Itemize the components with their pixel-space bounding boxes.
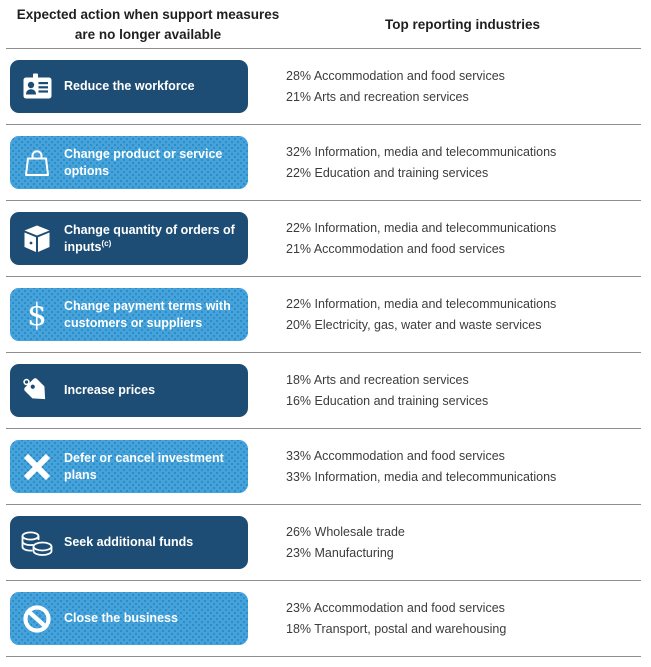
figure-header — [6, 5, 641, 49]
industry-pct: 33% — [286, 448, 312, 463]
svg-text:$: $ — [27, 297, 47, 332]
right-column-title: Top reporting industries — [385, 16, 540, 32]
action-row-close-business — [6, 581, 641, 657]
price-tag-icon — [10, 375, 64, 407]
industry-name: Information, media and telecommunications — [314, 469, 557, 484]
industry-line — [286, 598, 506, 619]
action-row-reduce-workforce — [6, 49, 641, 125]
action-label: Change payment terms with customers or suppliers — [64, 299, 231, 330]
industry-name: Transport, postal and warehousing — [314, 621, 507, 636]
action-row-change-payment-terms — [6, 277, 641, 353]
industries-list — [286, 294, 556, 336]
industry-name: Wholesale trade — [314, 524, 405, 539]
action-label: Defer or cancel investment plans — [64, 451, 224, 482]
industry-line — [286, 467, 556, 488]
industry-name: Accommodation and food services — [313, 600, 505, 615]
industries-list — [286, 446, 556, 488]
action-badge-close-business — [10, 592, 248, 645]
cross-icon — [10, 452, 64, 482]
industry-pct: 22% — [286, 220, 312, 235]
action-label: Change quantity of orders of inputs$^{(c)}$ — [64, 223, 235, 254]
industry-pct: 23% — [286, 545, 312, 560]
package-box-icon — [10, 224, 64, 254]
action-label: Seek additional funds — [64, 535, 194, 550]
industries-list — [286, 66, 505, 108]
industry-name: Education and training services — [314, 165, 489, 180]
industries-list — [286, 370, 488, 412]
industries-list — [286, 598, 506, 640]
action-badge-increase-prices — [10, 364, 248, 417]
action-badge-change-product — [10, 136, 248, 189]
industry-line — [286, 163, 556, 184]
action-badge-defer-investment — [10, 440, 248, 493]
industry-pct: 18% — [286, 372, 312, 387]
industry-name: Accommodation and food services — [313, 241, 505, 256]
shopping-bag-icon — [10, 148, 64, 178]
action-row-defer-investment — [6, 429, 641, 505]
industry-pct: 20% — [286, 317, 312, 332]
action-label: Increase prices — [64, 383, 156, 398]
industry-pct: 21% — [286, 89, 312, 104]
industry-line — [286, 142, 556, 163]
action-label: Change product or service options — [64, 147, 223, 178]
industry-name: Arts and recreation services — [313, 372, 469, 387]
industry-line — [286, 370, 488, 391]
industry-pct: 26% — [286, 524, 312, 539]
industries-list — [286, 142, 556, 184]
industry-pct: 21% — [286, 241, 312, 256]
industry-name: Information, media and telecommunications — [314, 220, 557, 235]
industry-line — [286, 543, 405, 564]
action-row-change-product — [6, 125, 641, 201]
industry-pct: 28% — [286, 68, 312, 83]
industry-line — [286, 315, 556, 336]
industry-name: Arts and recreation services — [313, 89, 469, 104]
action-badge-seek-funds — [10, 516, 248, 569]
industry-line — [286, 239, 556, 260]
action-badge-reduce-workforce — [10, 60, 248, 113]
action-row-increase-prices — [6, 353, 641, 429]
industry-line — [286, 218, 556, 239]
industry-name: Accommodation and food services — [313, 448, 505, 463]
industry-pct: 22% — [286, 165, 312, 180]
action-label: Close the business — [64, 611, 178, 626]
industry-name: Accommodation and food services — [313, 68, 505, 83]
industries-list — [286, 218, 556, 260]
industry-line — [286, 66, 505, 87]
industry-line — [286, 294, 556, 315]
action-badge-change-payment-terms — [10, 288, 248, 341]
industry-pct: 33% — [286, 469, 312, 484]
industry-name: Information, media and telecommunications — [314, 144, 557, 159]
left-column-title: Expected action when support measures are no longer available — [16, 7, 280, 42]
industry-pct: 23% — [286, 600, 312, 615]
industry-name: Education and training services — [314, 393, 489, 408]
industry-name: Electricity, gas, water and waste services — [314, 317, 542, 332]
industry-pct: 18% — [286, 621, 312, 636]
action-row-change-orders — [6, 201, 641, 277]
industry-line — [286, 619, 506, 640]
action-badge-change-orders — [10, 212, 248, 265]
industry-line — [286, 522, 405, 543]
id-card-icon — [10, 72, 64, 102]
action-row-seek-funds — [6, 505, 641, 581]
industry-name: Information, media and telecommunications — [314, 296, 557, 311]
action-label: Reduce the workforce — [64, 79, 195, 94]
industry-pct: 22% — [286, 296, 312, 311]
industry-line — [286, 391, 488, 412]
industries-list — [286, 522, 405, 564]
dollar-icon — [10, 298, 64, 332]
figure-content — [6, 5, 641, 657]
industry-pct: 16% — [286, 393, 312, 408]
industry-line — [286, 87, 505, 108]
coins-icon — [10, 528, 64, 558]
no-entry-icon — [10, 603, 64, 635]
industry-pct: 32% — [286, 144, 312, 159]
industry-name: Manufacturing — [314, 545, 394, 560]
industry-line — [286, 446, 556, 467]
